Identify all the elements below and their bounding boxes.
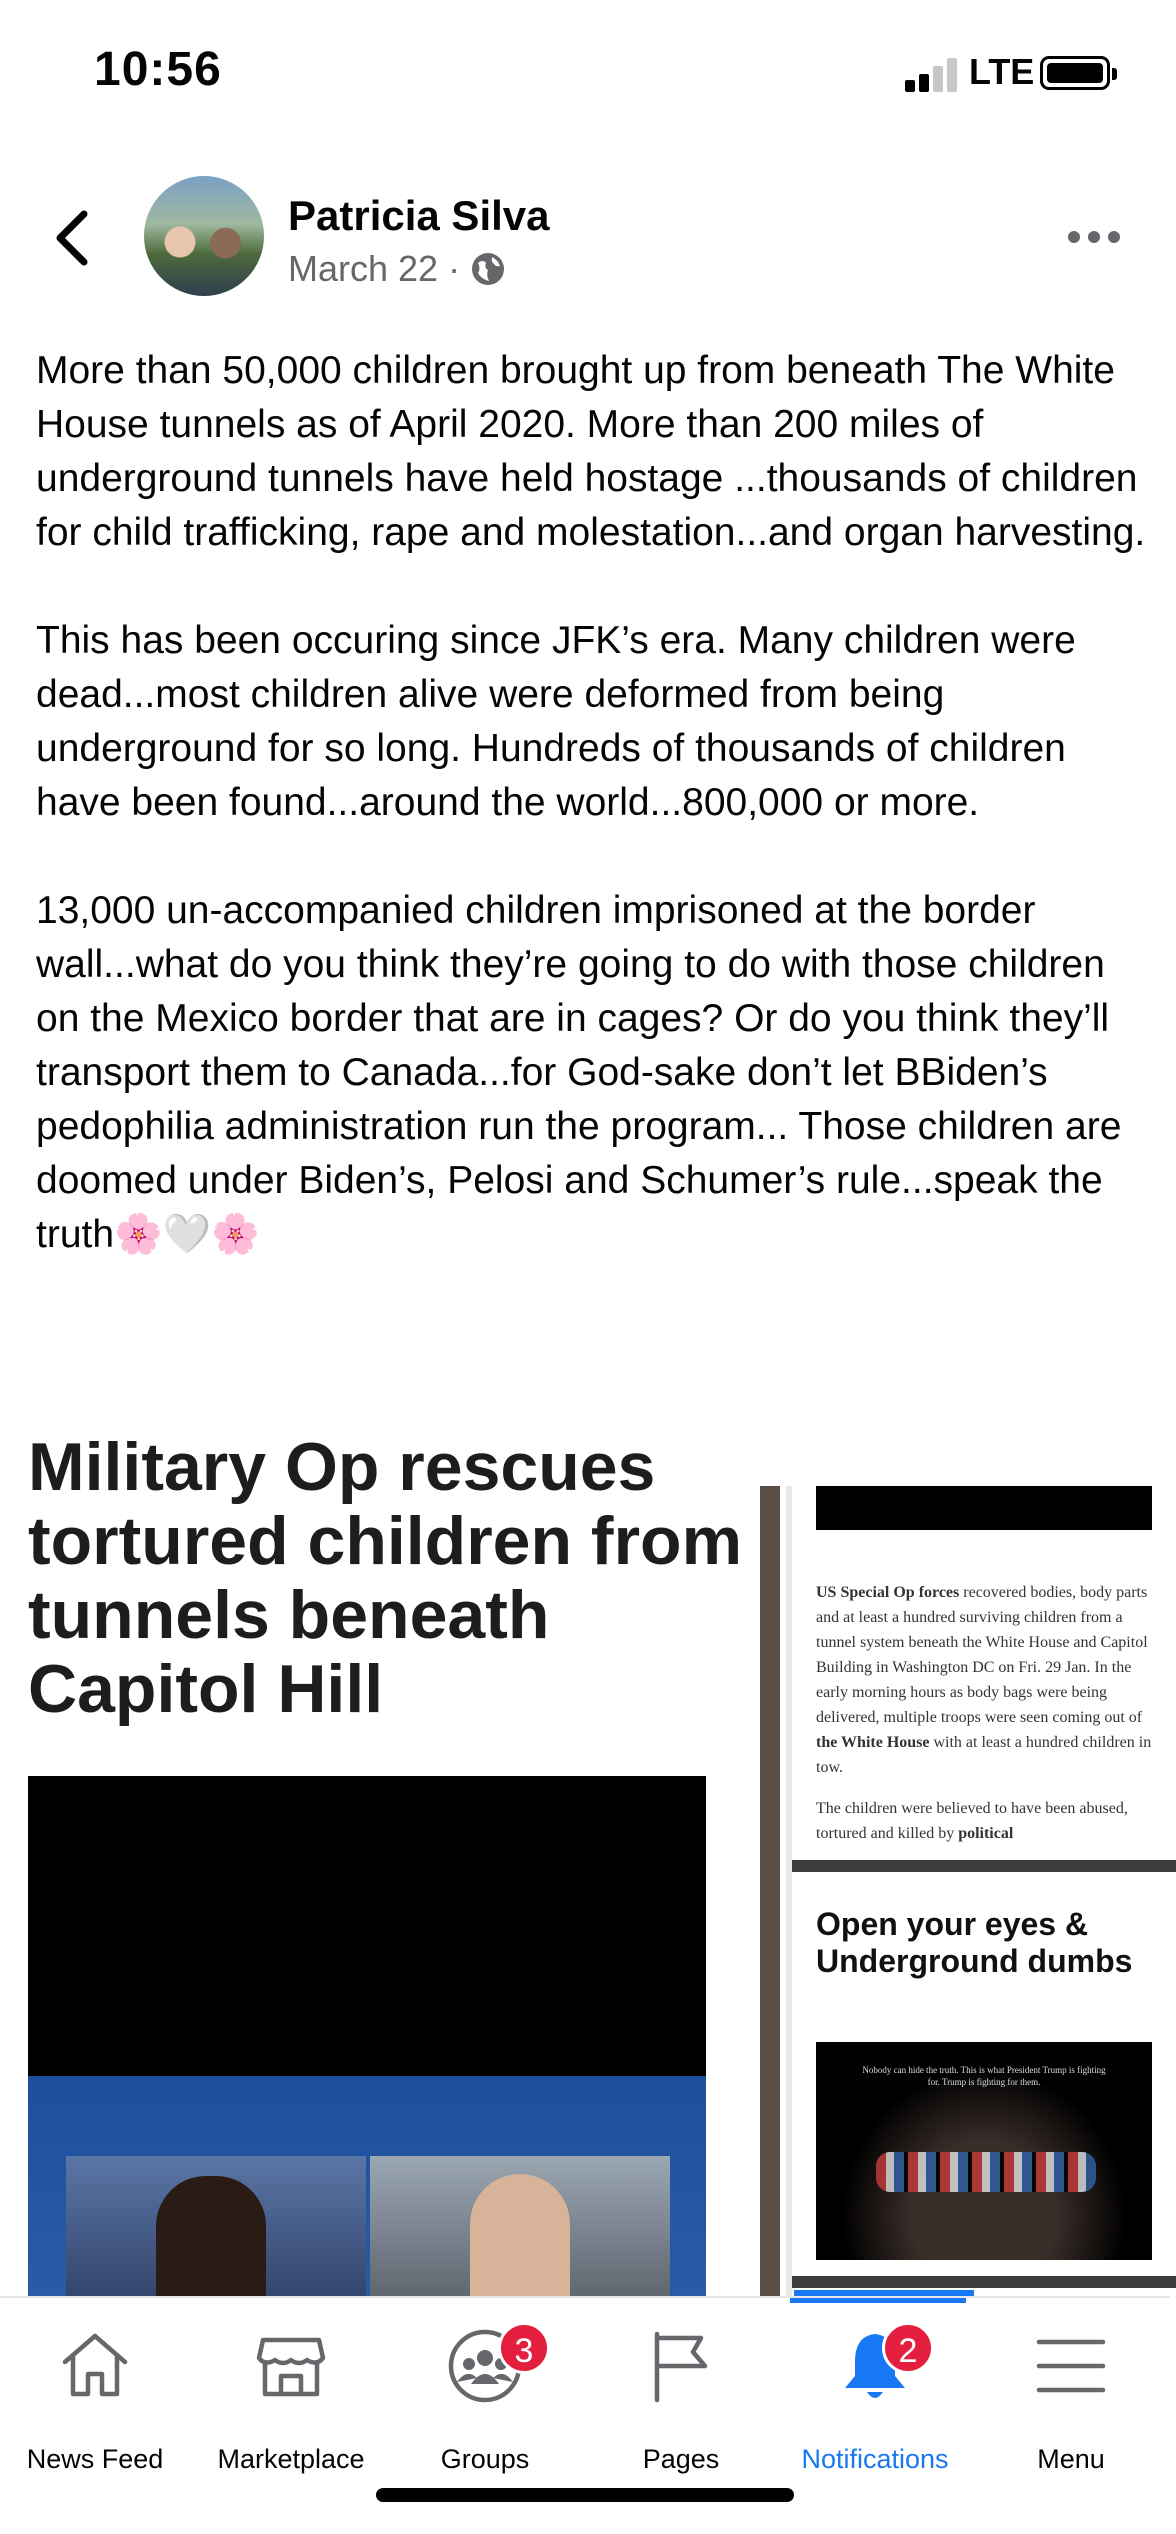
- author-name[interactable]: Patricia Silva: [288, 192, 550, 239]
- back-button[interactable]: [50, 210, 94, 266]
- marketplace-icon: [251, 2326, 331, 2406]
- image-black-block: [28, 1776, 706, 2106]
- status-bar: [0, 0, 1170, 150]
- image-card-photo: [816, 2042, 1152, 2260]
- tab-notifications[interactable]: [780, 2326, 970, 2474]
- globe-icon: [470, 251, 506, 287]
- dot: [1068, 231, 1080, 243]
- chevron-left-icon: [50, 210, 94, 266]
- post-paragraph: 13,000 un-accompanied children imprisoned at the border wall...what do you think they’re going to do with those children on the Mexico border that are in cages? Or do you think they’ll transport them to Canada...for God-sake don’t let BBiden’s pedophilia administration run the program... Those children are doomed under Biden’s, Pelosi and Schumer’s rule...speak the truth🌸🤍🌸: [36, 889, 1122, 1256]
- tab-label: Notifications: [801, 2444, 949, 2474]
- flag-icon: [641, 2326, 721, 2406]
- post-paragraph: More than 50,000 children brought up from beneath The White House tunnels as of April 2020. More than 200 miles of underground tunnels have held hostage ...thousands of children for child trafficking, rape and molestation...and organ harvesting.: [36, 349, 1146, 554]
- image-card-title: Open your eyes & Underground dumbs: [816, 1906, 1133, 1979]
- status-time: 10:56: [94, 43, 222, 96]
- home-indicator[interactable]: [376, 2488, 794, 2502]
- image-divider: [792, 2276, 1176, 2288]
- image-card-caption: Nobody can hide the truth. This is what President Trump is fighting for. Trump is fighting for them.: [862, 2065, 1106, 2087]
- news-anchor-right: [370, 2156, 670, 2316]
- post-image-left[interactable]: [0, 1429, 780, 2296]
- news-broadcast-image: [28, 2076, 706, 2316]
- article-bold: the White House: [816, 1734, 930, 1751]
- tab-label: News Feed: [26, 2444, 164, 2474]
- active-tab-indicator: [790, 2298, 966, 2303]
- tab-menu[interactable]: [976, 2326, 1166, 2474]
- home-icon: [55, 2326, 135, 2406]
- post-body: [36, 344, 1146, 1262]
- dot: [1108, 231, 1120, 243]
- crowd-figure: [876, 2152, 1096, 2192]
- article-bold: political: [958, 1825, 1014, 1842]
- battery-icon: [1040, 56, 1110, 90]
- notifications-badge: 2: [882, 2322, 934, 2374]
- tab-news-feed[interactable]: [0, 2326, 190, 2474]
- author-avatar[interactable]: [144, 176, 264, 296]
- article-text: The children were believed to have been abused, tortured and killed by: [816, 1800, 1128, 1842]
- dot: [1088, 231, 1100, 243]
- post-date[interactable]: March 22: [288, 248, 439, 289]
- image-black-bar: [816, 1486, 1152, 1530]
- image-headline: Military Op rescues tortured children from tunnels beneath Capitol Hill: [28, 1429, 743, 1727]
- post-meta: [288, 248, 506, 290]
- meta-separator: ·: [448, 248, 461, 289]
- post-paragraph: This has been occuring since JFK’s era. Many children were dead...most children alive were deformed from being underground for so long. Hundreds of thousands of children have been found...around the world...800,000 or more.: [36, 619, 1076, 824]
- menu-icon: [1031, 2326, 1111, 2406]
- tab-marketplace[interactable]: [196, 2326, 386, 2474]
- tab-label: Marketplace: [217, 2444, 365, 2474]
- image-divider: [792, 1860, 1176, 1872]
- groups-badge: 3: [498, 2322, 550, 2374]
- tab-label: Pages: [642, 2444, 720, 2474]
- article-text: with at least a hundred children in tow.: [816, 1734, 1152, 1776]
- news-anchor-left: [66, 2156, 366, 2316]
- tab-pages[interactable]: [586, 2326, 776, 2474]
- tab-groups[interactable]: [390, 2326, 580, 2474]
- cellular-signal-icon: [905, 56, 957, 92]
- tab-label: Groups: [440, 2444, 530, 2474]
- article-text: recovered bodies, body parts and at least a hundred surviving children from a tunnel system beneath the White House and Capitol Building in Washington DC on Fri. 29 Jan. In the early morning hours as body bags were being delivered, multiple troops were seen coming out of: [816, 1584, 1148, 1726]
- more-options-button[interactable]: [1068, 222, 1124, 252]
- tab-label: Menu: [1037, 2444, 1105, 2474]
- network-type: LTE: [969, 51, 1035, 92]
- image-frame-edge: [760, 1486, 780, 2296]
- article-bold: US Special Op forces: [816, 1584, 960, 1601]
- post-image-right[interactable]: [786, 1486, 1170, 2296]
- article-excerpt: [816, 1580, 1152, 1862]
